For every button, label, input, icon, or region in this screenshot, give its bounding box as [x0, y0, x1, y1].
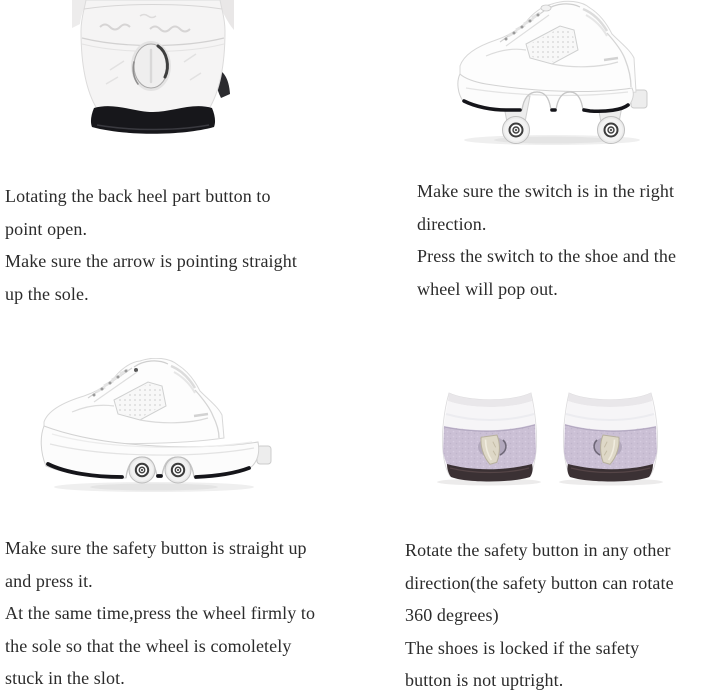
instruction-line: wheel will pop out. [417, 278, 558, 299]
heel-pair-illustration [434, 390, 666, 486]
photo-shoe-heel-pair-safety-buttons [434, 390, 666, 486]
shoe-wheels-retracted-illustration [38, 358, 274, 493]
instruction-line: direction. [417, 213, 487, 234]
step-1-caption [5, 180, 375, 310]
step-4-caption [405, 534, 719, 695]
instruction-line: button is not uptright. [405, 670, 564, 690]
photo-shoe-side-wheels-out [456, 0, 652, 146]
instruction-line: At the same time,press the wheel firmly to [5, 603, 316, 623]
instruction-line: Rotate the safety button in any other [405, 540, 671, 560]
instruction-line: Make sure the switch is in the right [417, 181, 675, 201]
step-2-caption [417, 175, 717, 305]
photo-shoe-side-wheels-retracted [38, 358, 274, 493]
instruction-line: Lotating the back heel part button to [5, 186, 271, 206]
instruction-line: 360 degrees) [405, 605, 499, 625]
instruction-line: and press it. [5, 570, 93, 591]
instruction-line: Make sure the arrow is pointing straight [5, 251, 297, 271]
instruction-line: Press the switch to the shoe and the [417, 246, 677, 266]
instruction-line: direction(the safety button can rotate [405, 572, 674, 593]
instruction-line: up the sole. [5, 283, 89, 304]
instruction-line: The shoes is locked if the safety [405, 637, 640, 658]
instruction-line: stuck in the slot. [5, 668, 125, 688]
shoe-wheels-out-illustration [456, 0, 652, 146]
step-3-caption [5, 532, 390, 695]
instruction-line: Make sure the safety button is straight up [5, 538, 307, 558]
instruction-line: the sole so that the wheel is comoletely [5, 635, 292, 656]
photo-shoe-heel-button-rear-view [72, 0, 234, 135]
instruction-line: point open. [5, 218, 88, 239]
shoe-heel-illustration [72, 0, 234, 135]
